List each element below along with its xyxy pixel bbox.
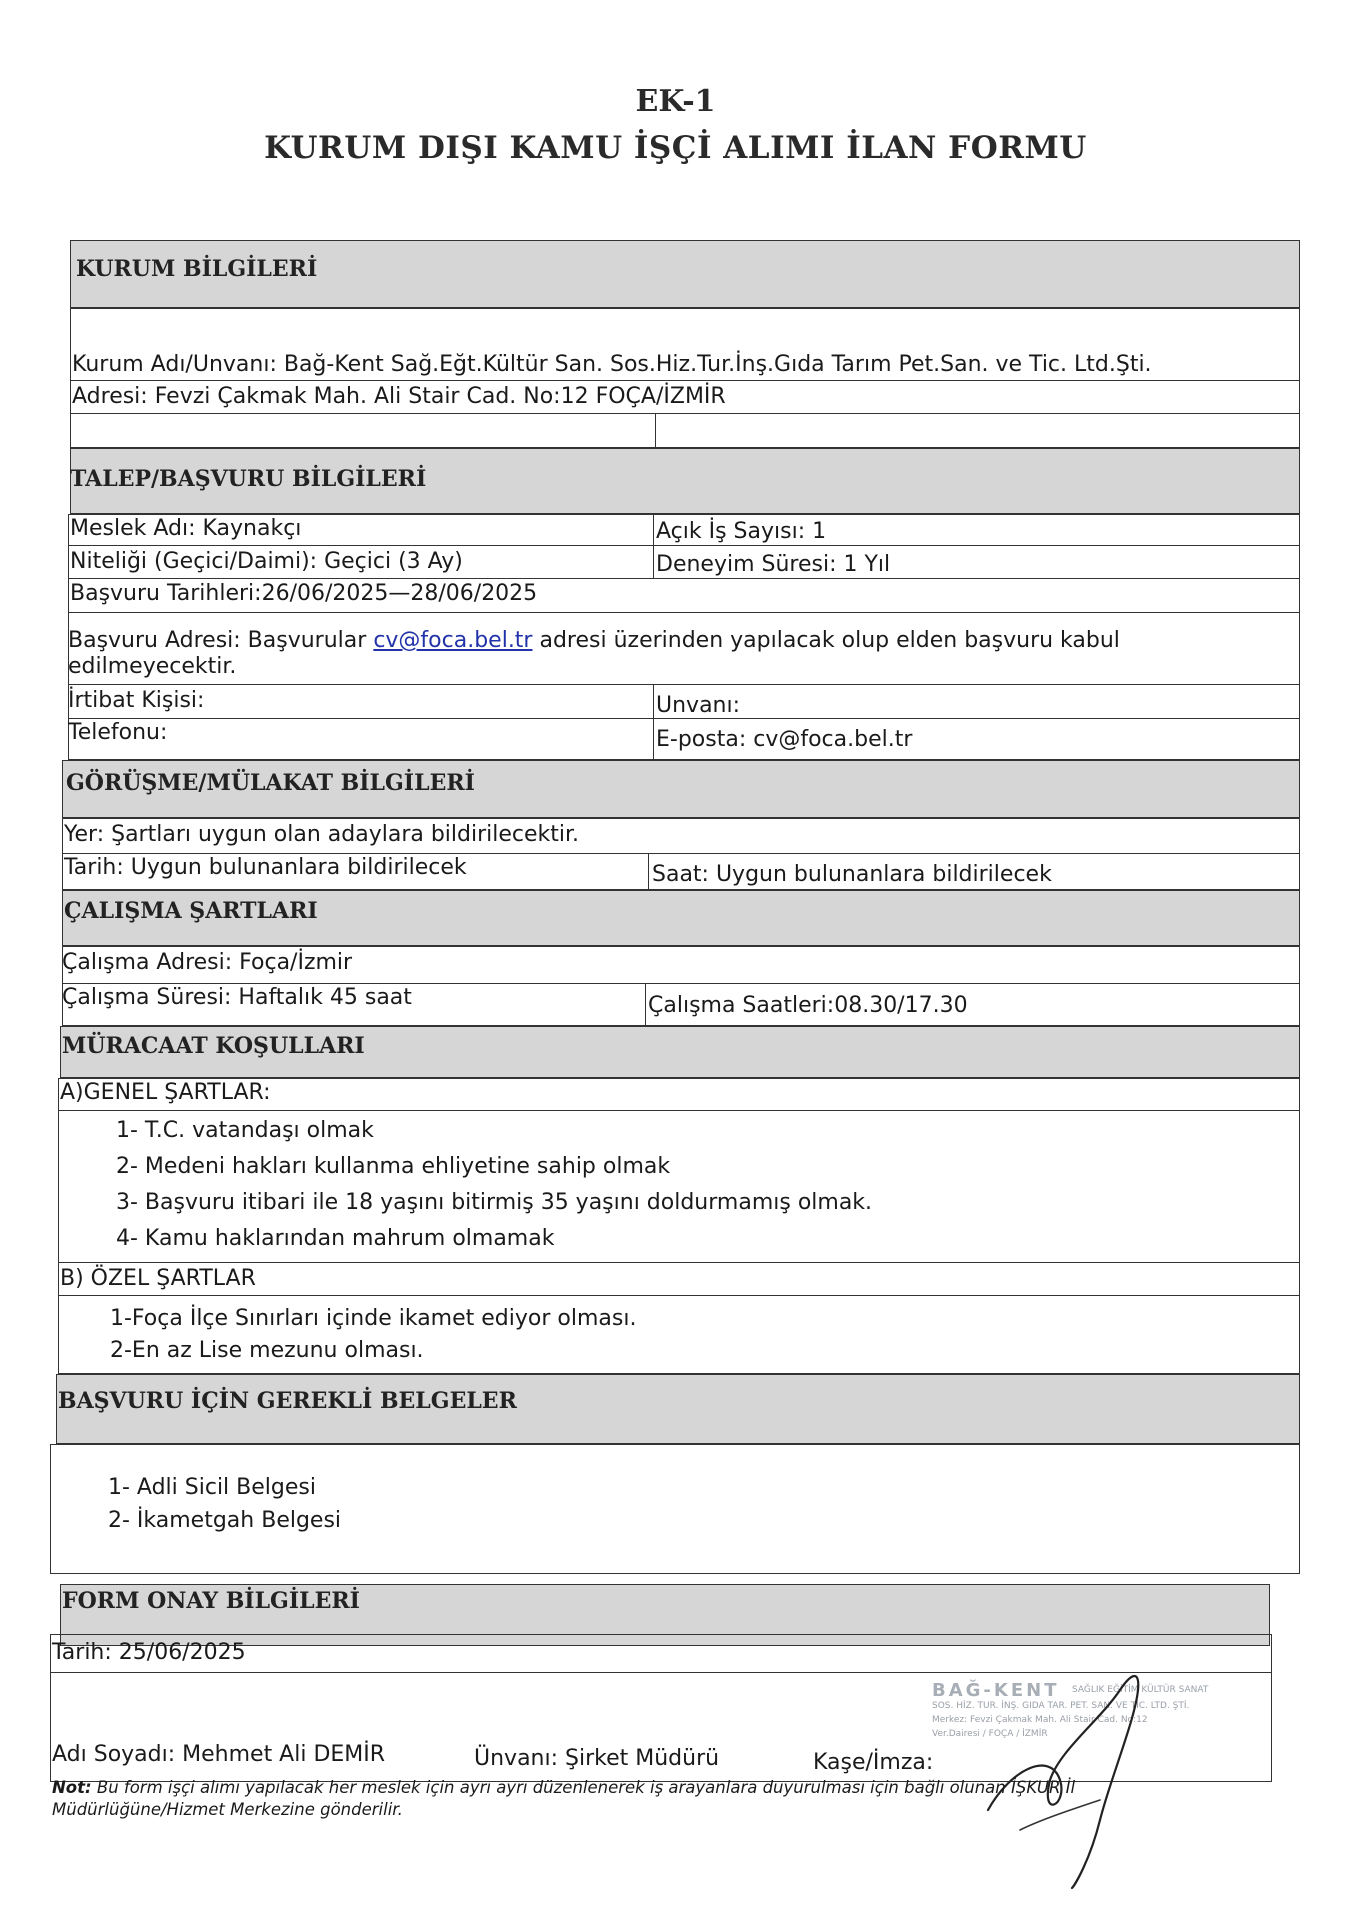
divider [655,413,656,448]
divider [68,578,1300,579]
kurum-heading: KURUM BİLGİLERİ [76,256,318,282]
deneyim-suresi: Deneyim Süresi: 1 Yıl [656,552,891,577]
basvuru-adresi-suffix: adresi üzerinden yapılacak olup elden başvuru kabul [532,628,1120,653]
acik-is-sayisi: Açık İş Sayısı: 1 [656,519,827,544]
e-posta: E-posta: cv@foca.bel.tr [656,727,913,752]
genel-sart-1: 1- T.C. vatandaşı olmak [116,1118,374,1143]
divider [58,1110,1300,1111]
calisma-adresi: Çalışma Adresi: Foça/İzmir [62,950,353,975]
signature-mark [980,1660,1180,1890]
form-note-line-2: Müdürlüğüne/Hizmet Merkezine gönderilir. [52,1800,403,1819]
telefonu: Telefonu: [68,720,168,745]
company-stamp-line-3: Merkez: Fevzi Çakmak Mah. Ali Stair Cad. No:12 [932,1715,1148,1725]
talep-heading: TALEP/BAŞVURU BİLGİLERİ [70,466,427,492]
divider [62,983,1300,984]
ozel-sart-2: 2-En az Lise mezunu olması. [110,1338,424,1363]
note-label: Not: [52,1778,92,1797]
company-stamp-line-4: Ver.Dairesi / FOÇA / İZMİR [932,1729,1048,1739]
divider [653,514,654,578]
divider [58,1262,1300,1263]
divider [68,718,1300,719]
divider [70,380,1300,381]
kase-imza-label: Kaşe/İmza: [813,1750,934,1775]
ozel-sartlar-heading: B) ÖZEL ŞARTLAR [60,1266,256,1291]
kurum-name: Kurum Adı/Unvanı: Bağ-Kent Sağ.Eğt.Kültür San. Sos.Hiz.Tur.İnş.Gıda Tarım Pet.San. ve Tic. Ltd.Şti. [72,352,1152,377]
divider [62,853,1300,854]
company-stamp-line-1: SAĞLIK EĞİTİM KÜLTÜR SANAT [1072,1685,1209,1695]
basvuru-adresi [68,628,1120,653]
divider [653,684,654,760]
onay-heading: FORM ONAY BİLGİLERİ [62,1588,360,1614]
genel-sartlar-heading: A)GENEL ŞARTLAR: [60,1080,271,1105]
kurum-box [70,308,1300,448]
kurum-address: Adresi: Fevzi Çakmak Mah. Ali Stair Cad. No:12 FOÇA/İZMİR [72,384,726,409]
calisma-heading: ÇALIŞMA ŞARTLARI [64,898,318,924]
divider [68,684,1300,685]
gorusme-saat: Saat: Uygun bulunanlara bildirilecek [652,862,1052,887]
onay-adi-soyadi: Adı Soyadı: Mehmet Ali DEMİR [52,1742,386,1767]
irtibat-kisisi: İrtibat Kişisi: [68,688,205,713]
form-code: EK-1 [635,84,716,119]
form-title: KURUM DIŞI KAMU İŞÇİ ALIMI İLAN FORMU [264,130,1087,166]
form-note-line-1 [52,1778,1075,1797]
gorusme-tarih: Tarih: Uygun bulunanlara bildirilecek [64,855,467,880]
divider [645,983,646,1026]
genel-sart-3: 3- Başvuru itibari ile 18 yaşını bitirmiş 35 yaşını doldurmamış olmak. [116,1190,873,1215]
ozel-sart-1: 1-Foça İlçe Sınırları içinde ikamet ediyor olması. [110,1306,637,1331]
divider [70,413,1300,414]
company-stamp-logo: BAĞ-KENT [932,1680,1060,1701]
basvuru-tarihleri: Başvuru Tarihleri:26/06/2025—28/06/2025 [70,581,538,606]
belge-1: 1- Adli Sicil Belgesi [108,1475,316,1500]
meslek-adi: Meslek Adı: Kaynakçı [70,516,302,541]
gorusme-yer: Yer: Şartları uygun olan adaylara bildirilecektir. [64,822,580,847]
basvuru-adresi-line2: edilmeyecektir. [68,654,237,679]
irtibat-unvani: Unvanı: [656,693,741,718]
onay-tarih: Tarih: 25/06/2025 [52,1640,246,1665]
note-text-1: Bu form işçi alımı yapılacak her meslek için ayrı ayrı düzenlenerek iş arayanlara duyurulması için bağlı olunan İŞKUR İl [91,1778,1076,1797]
divider [648,853,649,890]
onay-unvani: Ünvanı: Şirket Müdürü [474,1746,720,1771]
basvuru-adresi-prefix: Başvuru Adresi: Başvurular [68,628,374,653]
genel-sart-2: 2- Medeni hakları kullanma ehliyetine sahip olmak [116,1154,671,1179]
calisma-saatleri: Çalışma Saatleri:08.30/17.30 [648,993,968,1018]
basvuru-email-link[interactable]: cv@foca.bel.tr [373,628,533,653]
genel-sart-4: 4- Kamu haklarından mahrum olmamak [116,1226,555,1251]
divider [58,1295,1300,1296]
belge-2: 2- İkametgah Belgesi [108,1508,342,1533]
divider [68,612,1300,613]
niteligi: Niteliği (Geçici/Daimi): Geçici (3 Ay) [70,549,463,574]
company-stamp-line-2: SOS. HİZ. TUR. İNŞ. GIDA TAR. PET. SAN. VE TİC. LTD. ŞTİ. [932,1701,1190,1711]
gorusme-heading: GÖRÜŞME/MÜLAKAT BİLGİLERİ [66,770,475,796]
calisma-suresi: Çalışma Süresi: Haftalık 45 saat [62,985,412,1010]
belgeler-heading: BAŞVURU İÇİN GEREKLİ BELGELER [58,1388,517,1414]
divider [68,545,1300,546]
muracaat-heading: MÜRACAAT KOŞULLARI [62,1033,365,1059]
